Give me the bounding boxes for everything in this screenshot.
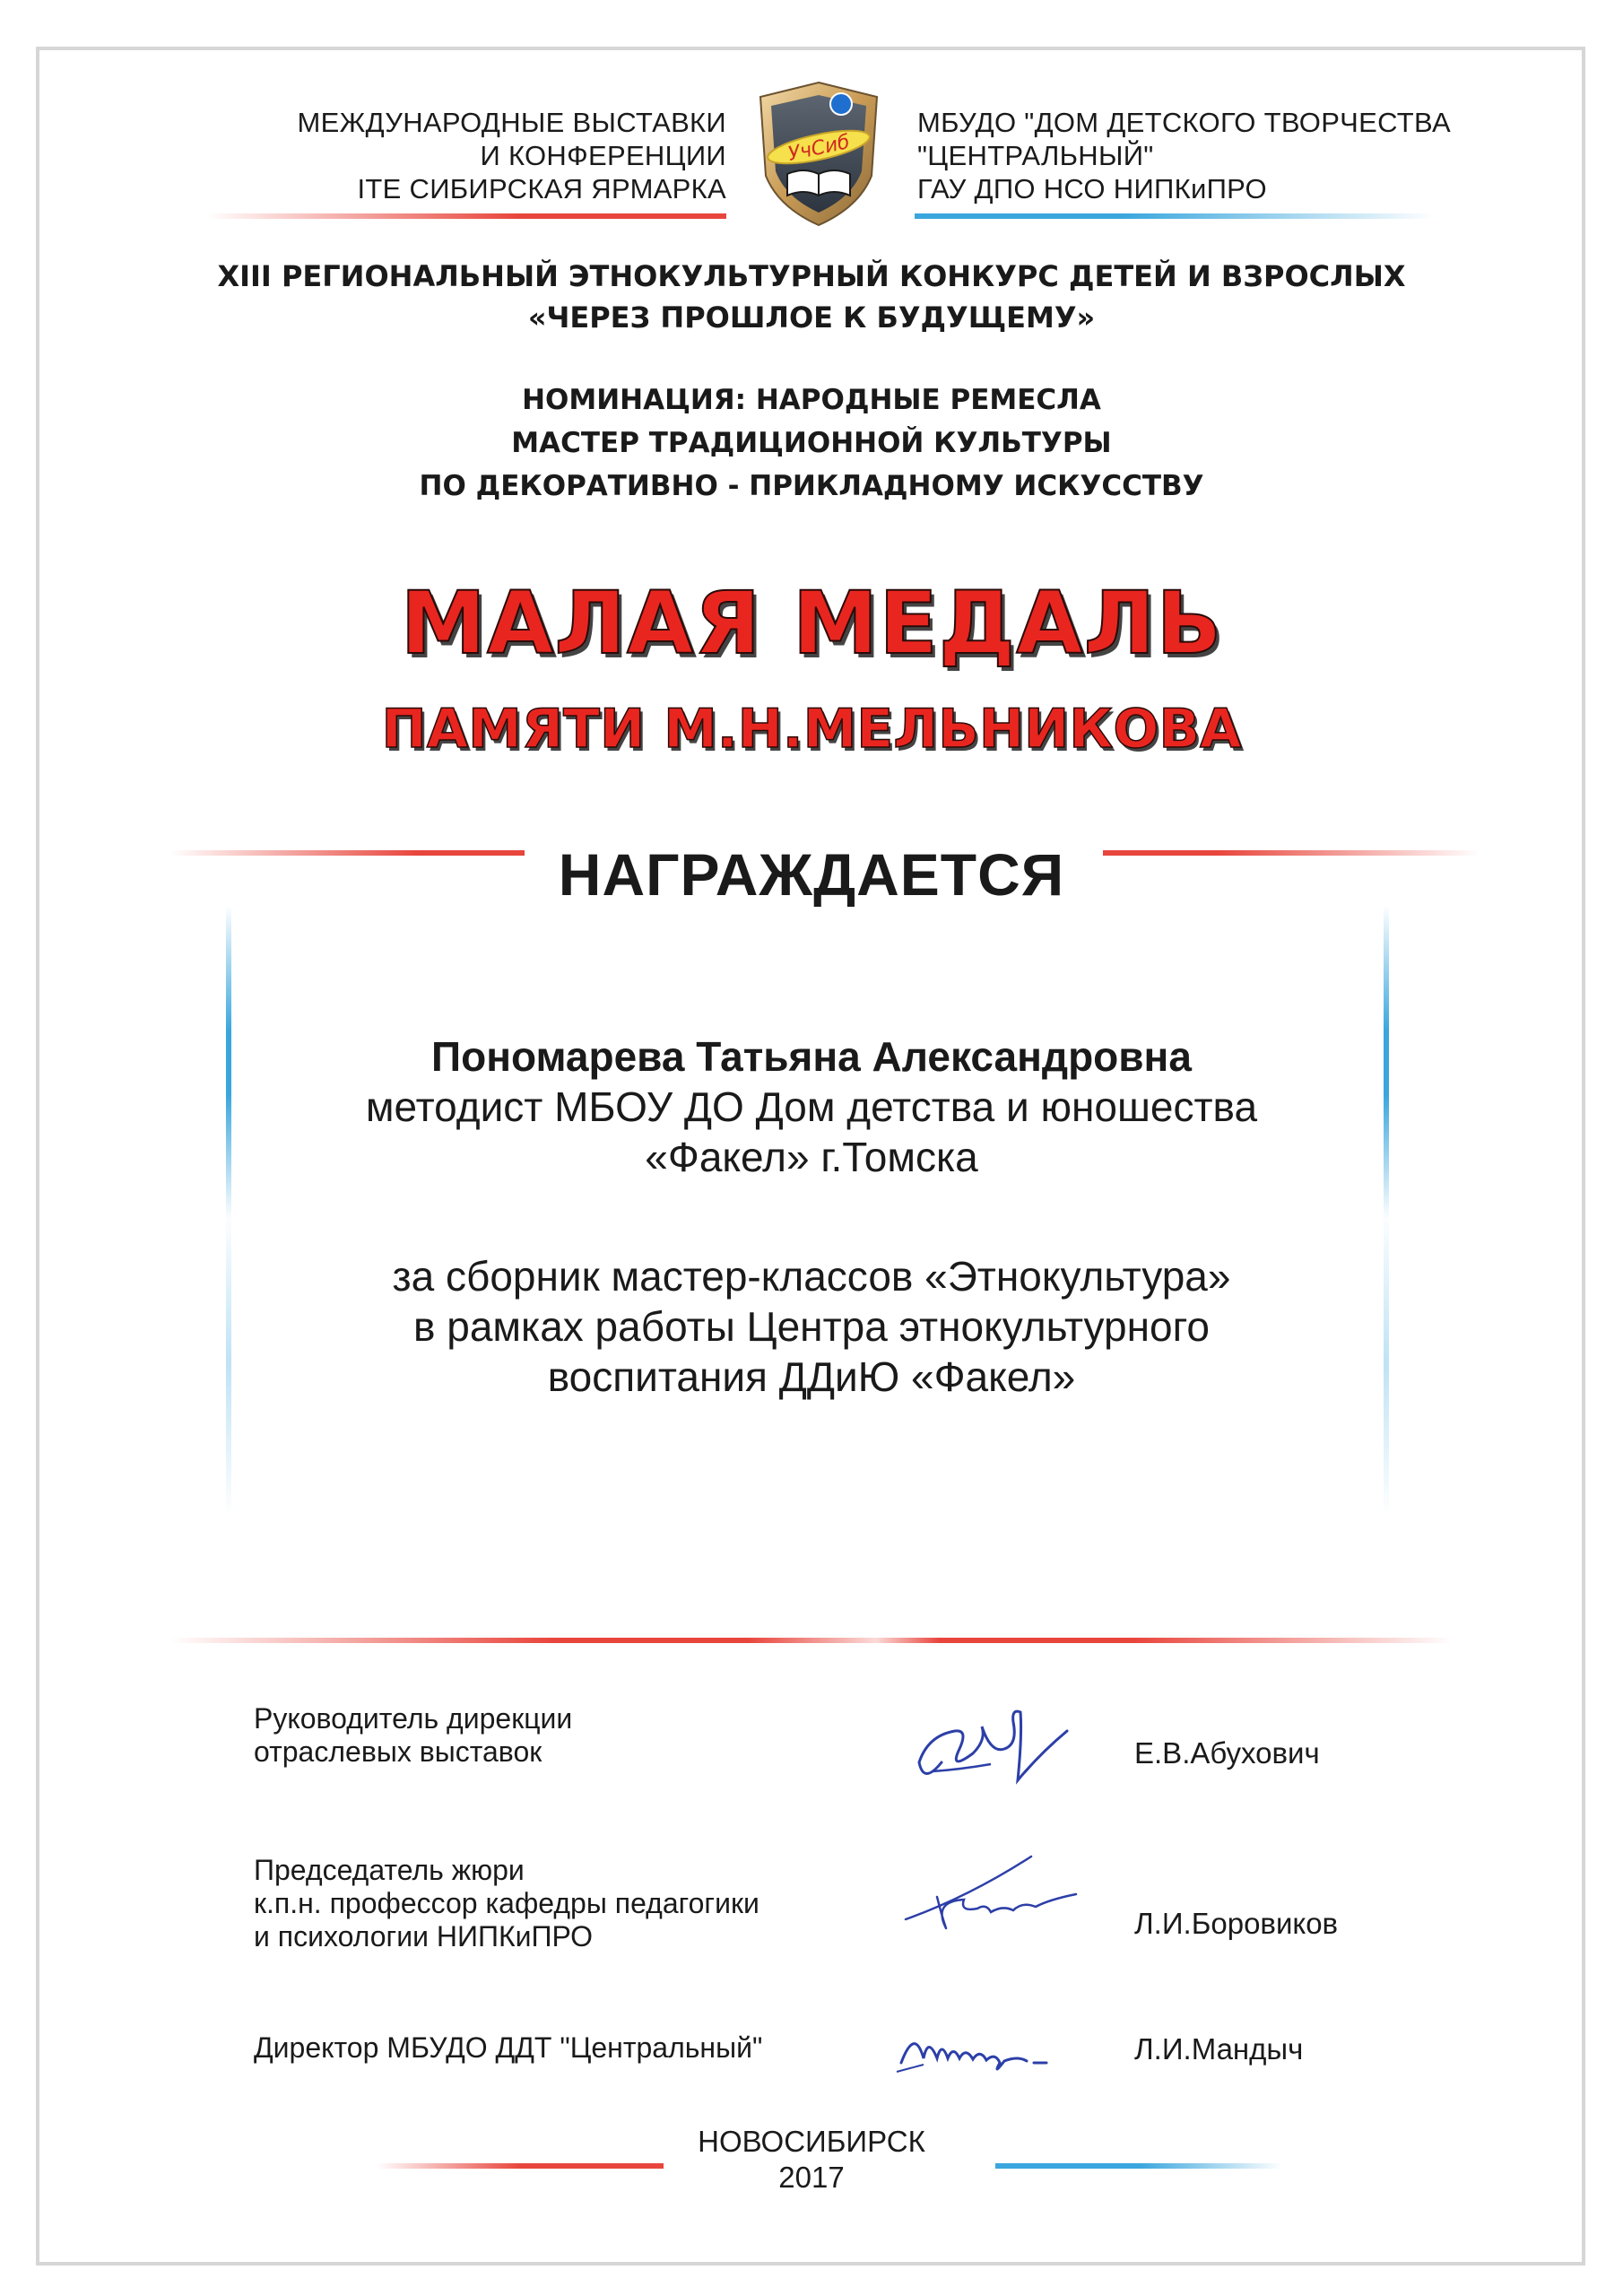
- award-reason: [179, 1251, 1444, 1402]
- signatory-role: [254, 1854, 881, 1953]
- recipient-name: Пономарева Татьяна Александровна: [431, 1033, 1192, 1080]
- signatory-role-line: Директор МБУДО ДДТ "Центральный": [254, 2031, 763, 2064]
- award-reason-line: воспитания ДДиЮ «Факел»: [547, 1353, 1076, 1400]
- recipient-position: методист МБОУ ДО Дом детства и юношества: [365, 1083, 1258, 1130]
- nomination-line: МАСТЕР ТРАДИЦИОННОЙ КУЛЬТУРЫ: [511, 427, 1112, 459]
- signatory-role: [254, 1702, 881, 1769]
- award-reason-line: за сборник мастер-классов «Этнокультура»: [392, 1253, 1231, 1300]
- signature-icon: [892, 2009, 1072, 2090]
- footer-divider-blue: [995, 2163, 1282, 2169]
- signatory-role-line: к.п.н. профессор кафедры педагогики: [254, 1887, 759, 1919]
- signatory-role-line: Руководитель дирекции: [254, 1702, 573, 1735]
- signatory-role: [254, 2031, 899, 2065]
- nomination-line: ПО ДЕКОРАТИВНО - ПРИКЛАДНОМУ ИСКУССТВУ: [419, 470, 1204, 502]
- contest-title: [135, 256, 1488, 338]
- awarded-heading: НАГРАЖДАЕТСЯ: [558, 841, 1065, 908]
- uchsib-logo-icon: [742, 77, 895, 230]
- signatory-name: Л.И.Мандыч: [1134, 2032, 1304, 2066]
- award-divider-left: [170, 850, 525, 856]
- organizer-right-line: "ЦЕНТРАЛЬНЫЙ": [917, 140, 1154, 171]
- organizer-left: [170, 106, 726, 205]
- organizer-right-line: МБУДО "ДОМ ДЕТСКОГО ТВОРЧЕСТВА: [917, 107, 1451, 138]
- organizer-left-line: ITE СИБИРСКАЯ ЯРМАРКА: [357, 173, 726, 204]
- organizer-right: [917, 106, 1473, 205]
- recipient-block: [179, 1031, 1444, 1182]
- medal-subtitle: ПАМЯТИ М.Н.МЕЛЬНИКОВА: [381, 698, 1242, 761]
- organizer-left-line: МЕЖДУНАРОДНЫЕ ВЫСТАВКИ: [297, 107, 726, 138]
- year: 2017: [778, 2161, 845, 2194]
- contest-title-line: XIII РЕГИОНАЛЬНЫЙ ЭТНОКУЛЬТУРНЫЙ КОНКУРС ДЕТЕЙ И ВЗРОСЛЫХ: [217, 259, 1406, 293]
- header-divider-blue: [915, 213, 1435, 219]
- signatory-role-line: и психологии НИПКиПРО: [254, 1920, 593, 1952]
- signature-icon: [906, 1700, 1085, 1798]
- award-divider-right: [1103, 850, 1480, 856]
- recipient-position: «Факел» г.Томска: [645, 1134, 978, 1180]
- award-divider-bottom: [170, 1638, 1453, 1643]
- city-name: НОВОСИБИРСК: [698, 2125, 925, 2158]
- signature-icon: [897, 1848, 1085, 1946]
- nomination-title: [135, 378, 1488, 508]
- award-reason-line: в рамках работы Центра этнокультурного: [413, 1303, 1210, 1350]
- organizer-right-line: ГАУ ДПО НСО НИПКиПРО: [917, 173, 1267, 204]
- signatory-role-line: отраслевых выставок: [254, 1735, 542, 1768]
- nomination-line: НОМИНАЦИЯ: НАРОДНЫЕ РЕМЕСЛА: [522, 384, 1101, 416]
- svg-text:УчСиб: УчСиб: [785, 131, 852, 166]
- city-year: [628, 2124, 995, 2196]
- contest-title-line: «ЧЕРЕЗ ПРОШЛОЕ К БУДУЩЕМУ»: [527, 300, 1096, 335]
- footer-divider-red: [377, 2163, 664, 2169]
- signatory-name: Е.В.Абухович: [1134, 1736, 1320, 1770]
- signatory-role-line: Председатель жюри: [254, 1854, 525, 1886]
- medal-title: МАЛАЯ МЕДАЛЬ: [400, 573, 1223, 674]
- organizer-left-line: И КОНФЕРЕНЦИИ: [480, 140, 726, 171]
- header-divider-red: [206, 213, 726, 219]
- signatory-name: Л.И.Боровиков: [1134, 1907, 1339, 1940]
